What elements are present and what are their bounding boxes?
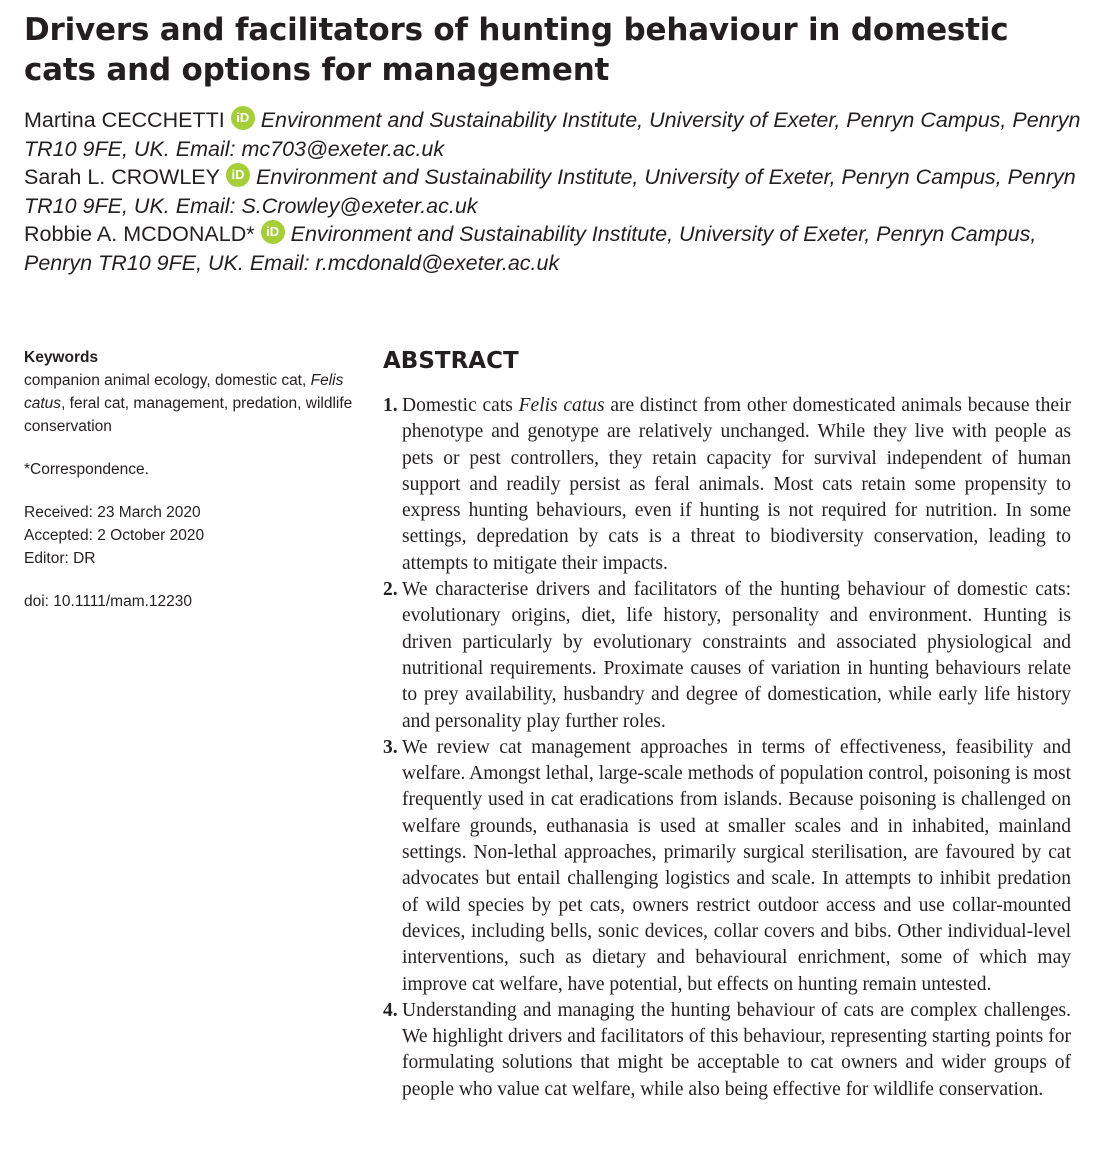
item-text: Domestic cats [402, 395, 519, 416]
accepted-date: Accepted: 2 October 2020 [24, 527, 205, 544]
author-name: Sarah L. CROWLEY [24, 165, 220, 189]
item-text: are distinct from other domesticated animals because their phenotype and genotype are relatively unchanged. While they live with people as pets or pest controllers, they retain capacity for survival independent of human support and readily persist as feral animals. Most cats retain some propensity to express hunting behaviours, even if hunting is not required for nutrition. In some settings, depredation by cats is a threat to biodiversity conservation, leading to attempts to mitigate their impacts. [402, 395, 1071, 574]
keywords-text: , feral cat, management, predation, wildlife conservation [24, 395, 353, 435]
abstract-item [383, 577, 1071, 735]
orcid-icon[interactable]: iD [231, 106, 255, 130]
abstract-heading: ABSTRACT [383, 348, 519, 374]
editor-line: Editor: DR [24, 550, 96, 567]
item-number: 4. [383, 999, 398, 1021]
author-entry [24, 163, 1084, 220]
author-name: Robbie A. MCDONALD* [24, 222, 255, 246]
author-affiliation: Environment and Sustainability Institute, University of Exeter, Penryn Campus, Penryn TR10 9FE, UK. Email: mc703@exeter.ac.uk [24, 108, 1081, 161]
abstract-section [383, 344, 1071, 1103]
correspondence-note: *Correspondence. [24, 461, 149, 478]
keywords-italic: Felis catus [24, 372, 344, 412]
item-number: 2. [383, 579, 398, 601]
item-number: 3. [383, 736, 398, 758]
abstract-item [383, 998, 1071, 1103]
keywords-text: companion animal ecology, domestic cat, [24, 372, 311, 389]
author-list [24, 106, 1084, 277]
doi-link[interactable]: doi: 10.1111/mam.12230 [24, 593, 193, 610]
author-name: Martina CECCHETTI [24, 108, 225, 132]
keywords-list [24, 369, 359, 438]
abstract-item [383, 393, 1071, 577]
item-italic: Felis catus [518, 395, 605, 416]
author-entry [24, 220, 1084, 277]
orcid-icon[interactable]: iD [226, 163, 250, 187]
author-entry [24, 106, 1084, 163]
item-text: Understanding and managing the hunting behaviour of cats are complex challenges. We highlight drivers and facilitators of this behaviour, representing starting points for formulating solutions that might be acceptable to cat owners and wider groups of people who value cat welfare, while also being effective for wildlife conservation. [402, 999, 1071, 1100]
article-title: Drivers and facilitators of hunting behaviour in domestic cats and options for management [24, 12, 1009, 88]
keywords-heading: Keywords [24, 349, 99, 366]
author-affiliation: Environment and Sustainability Institute, University of Exeter, Penryn Campus, Penryn TR10 9FE, UK. Email: S.Crowley@exeter.ac.uk [24, 165, 1076, 218]
item-text: We review cat management approaches in terms of effectiveness, feasibility and welfare. Amongst lethal, large-scale methods of population control, poisoning is most frequently used in cat eradications from islands. Because poisoning is challenged on welfare grounds, euthanasia is used at smaller scales and in inhabited, mainland settings. Non-lethal approaches, primarily surgical sterilisation, are favoured by cat advocates but entail challenging logistics and scale. In attempts to inhibit predation of wild species by pet cats, owners restrict outdoor access and use collar-mounted devices, including bells, sonic devices, collar covers and bibs. Other individual-level interventions, such as dietary and behavioural enrichment, some of which may improve cat welfare, have potential, but effects on hunting remain untested. [402, 736, 1071, 995]
abstract-item [383, 735, 1071, 998]
received-date: Received: 23 March 2020 [24, 504, 201, 521]
item-text: We characterise drivers and facilitators of the hunting behaviour of domestic cats: evolutionary origins, diet, life history, personality and environment. Hunting is driven particularly by evolutionary constraints and associated physiological and nutritional requirements. Proximate causes of variation in hunting behaviours relate to prey availability, husbandry and degree of domestication, while early life history and personality play further roles. [402, 579, 1071, 732]
author-affiliation: Environment and Sustainability Institute, University of Exeter, Penryn Campus, Penryn TR10 9FE, UK. Email: r.mcdonald@exeter.ac.uk [24, 222, 1037, 275]
article-dates [24, 501, 359, 570]
abstract-list [383, 393, 1071, 1103]
article-sidebar [24, 346, 359, 633]
item-number: 1. [383, 395, 398, 416]
orcid-icon[interactable]: iD [261, 220, 285, 244]
